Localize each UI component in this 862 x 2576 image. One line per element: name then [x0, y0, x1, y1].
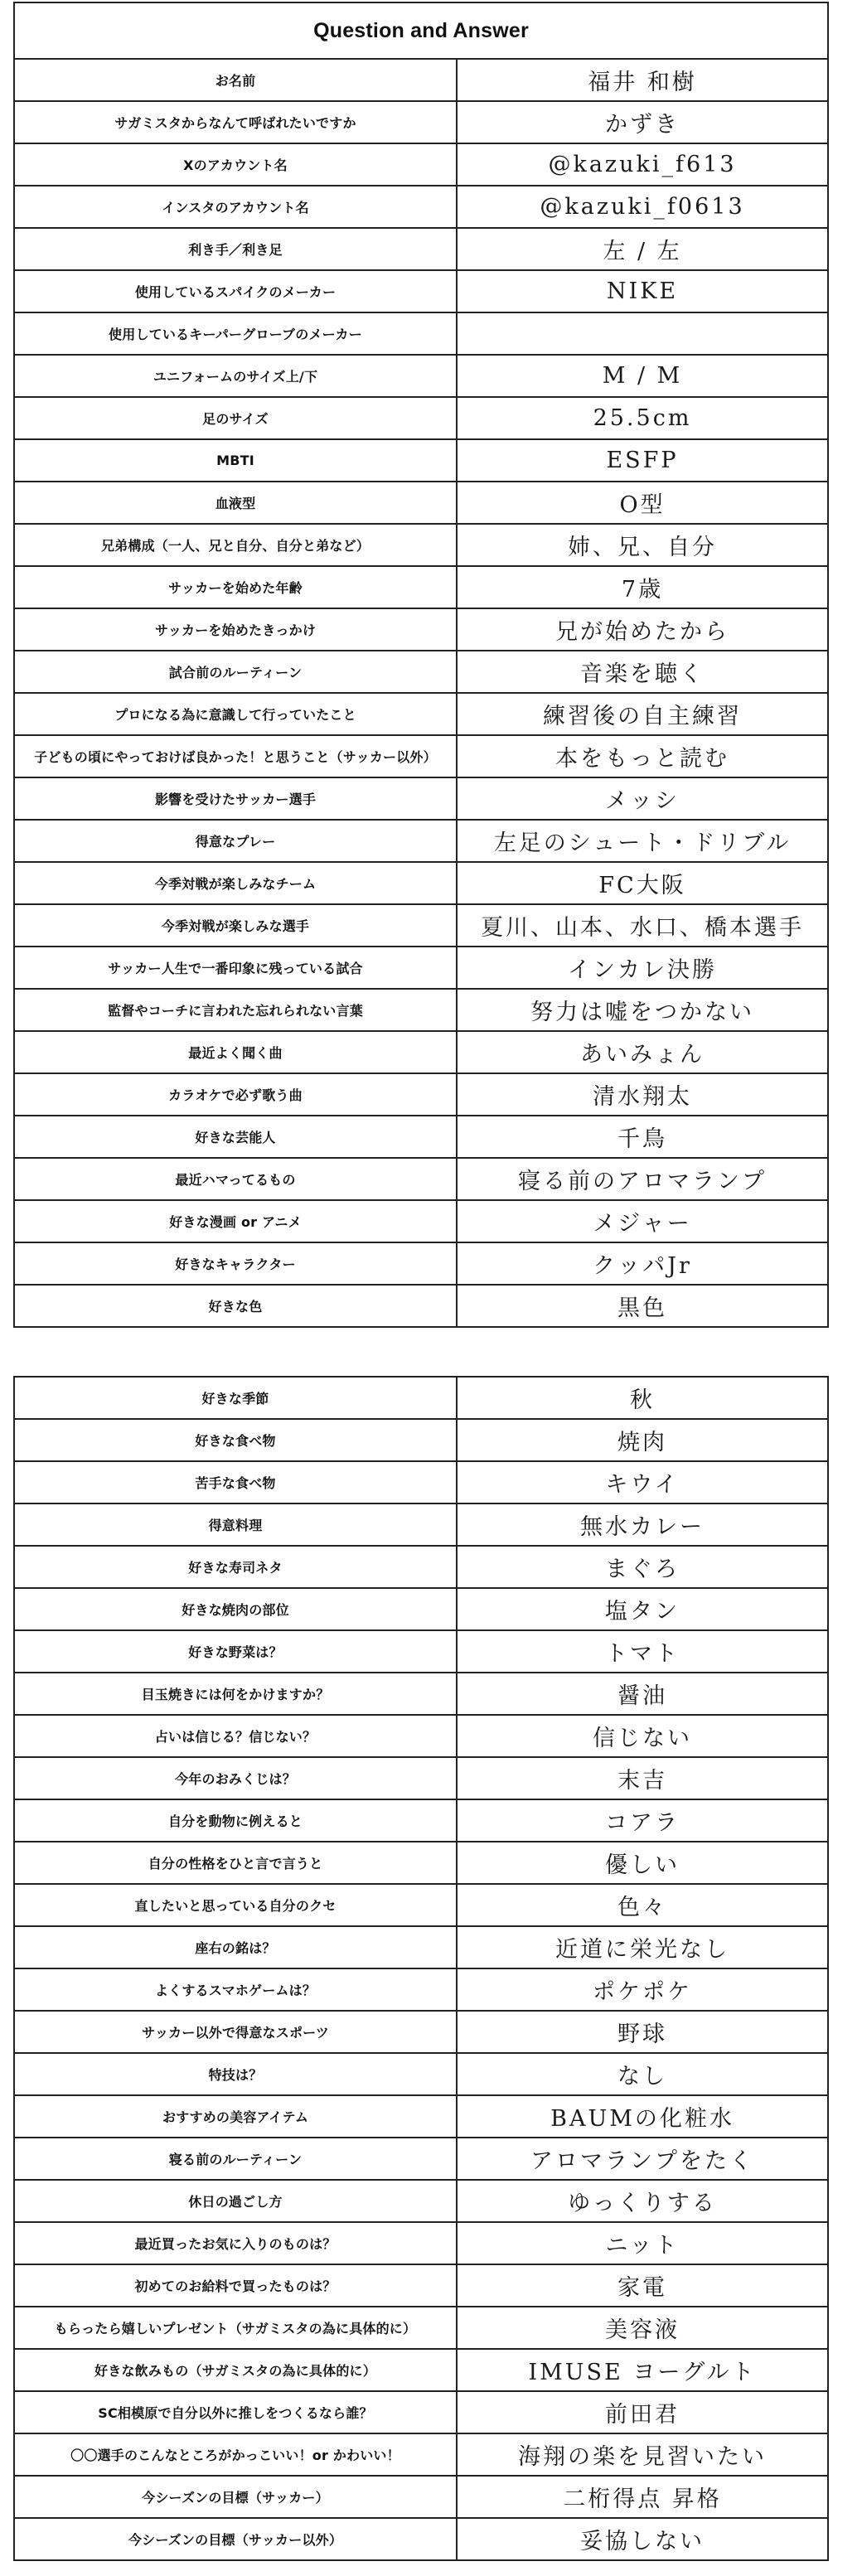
- question-cell: 兄弟構成（一人、兄と自分、自分と弟など）: [14, 524, 457, 566]
- sheet-title: Question and Answer: [14, 2, 828, 59]
- qa-row: [14, 1546, 828, 1588]
- question-cell: ユニフォームのサイズ上/下: [14, 355, 457, 397]
- qa-row: [14, 651, 828, 693]
- question-cell: 占いは信じる？信じない？: [14, 1715, 457, 1757]
- question-cell: 監督やコーチに言われた忘れられない言葉: [14, 989, 457, 1031]
- question-cell: 使用しているスパイクのメーカー: [14, 270, 457, 312]
- answer-cell: ポケポケ: [457, 1968, 828, 2011]
- answer-cell: 秋: [457, 1377, 828, 1419]
- question-cell: 好きな野菜は？: [14, 1630, 457, 1673]
- qa-row: [14, 1503, 828, 1546]
- qa-row: [14, 1673, 828, 1715]
- question-cell: 目玉焼きには何をかけますか？: [14, 1673, 457, 1715]
- qa-row: [14, 735, 828, 777]
- question-cell: 好きな焼肉の部位: [14, 1588, 457, 1630]
- question-cell: 影響を受けたサッカー選手: [14, 777, 457, 820]
- question-cell: 試合前のルーティーン: [14, 651, 457, 693]
- question-cell: 今季対戦が楽しみなチーム: [14, 862, 457, 904]
- qa-row: [14, 904, 828, 947]
- question-cell: 好きな食べ物: [14, 1419, 457, 1461]
- qa-row: [14, 947, 828, 989]
- answer-cell: あいみょん: [457, 1031, 828, 1073]
- qa-row: [14, 1031, 828, 1073]
- qa-row: [14, 1884, 828, 1926]
- answer-cell: まぐろ: [457, 1546, 828, 1588]
- qa-row: [14, 2349, 828, 2391]
- question-cell: 好きな色: [14, 1285, 457, 1327]
- answer-cell: 無水カレー: [457, 1503, 828, 1546]
- answer-cell: 本をもっと読む: [457, 735, 828, 777]
- qa-row: [14, 2180, 828, 2222]
- answer-cell: かずき: [457, 101, 828, 143]
- answer-cell: M / M: [457, 355, 828, 397]
- qa-sheet-1: [13, 2, 829, 1328]
- answer-cell: クッパJr: [457, 1242, 828, 1285]
- question-cell: 最近買ったお気に入りのものは？: [14, 2222, 457, 2264]
- question-cell: 休日の過ごし方: [14, 2180, 457, 2222]
- answer-cell: 醤油: [457, 1673, 828, 1715]
- answer-cell: 前田君: [457, 2391, 828, 2433]
- question-cell: 今シーズンの目標（サッカー）: [14, 2476, 457, 2518]
- qa-row: [14, 566, 828, 608]
- question-cell: もらったら嬉しいプレゼント（サガミスタの為に具体的に）: [14, 2307, 457, 2349]
- qa-row: [14, 1419, 828, 1461]
- qa-row: [14, 2222, 828, 2264]
- answer-cell: 海翔の楽を見習いたい: [457, 2433, 828, 2476]
- qa-row: [14, 482, 828, 524]
- question-cell: 直したいと思っている自分のクセ: [14, 1884, 457, 1926]
- qa-row: [14, 2518, 828, 2560]
- question-cell: インスタのアカウント名: [14, 186, 457, 228]
- answer-cell: 妥協しない: [457, 2518, 828, 2560]
- question-cell: 好きな飲みもの（サガミスタの為に具体的に）: [14, 2349, 457, 2391]
- qa-row: [14, 608, 828, 651]
- question-cell: 初めてのお給料で買ったものは？: [14, 2264, 457, 2307]
- qa-row: [14, 1116, 828, 1158]
- question-cell: Xのアカウント名: [14, 143, 457, 186]
- qa-row: [14, 693, 828, 735]
- answer-cell: 美容液: [457, 2307, 828, 2349]
- answer-cell: 清水翔太: [457, 1073, 828, 1116]
- qa-row: [14, 1799, 828, 1842]
- qa-row: [14, 862, 828, 904]
- question-cell: 好きな漫画 or アニメ: [14, 1200, 457, 1242]
- answer-cell: 寝る前のアロマランプ: [457, 1158, 828, 1200]
- question-cell: サッカーを始めたきっかけ: [14, 608, 457, 651]
- answer-cell: 優しい: [457, 1842, 828, 1884]
- question-cell: お名前: [14, 59, 457, 101]
- qa-row: [14, 1242, 828, 1285]
- answer-cell: @kazuki_f613: [457, 143, 828, 186]
- question-cell: 特技は？: [14, 2053, 457, 2095]
- question-cell: 自分の性格をひと言で言うと: [14, 1842, 457, 1884]
- answer-cell: [457, 312, 828, 355]
- answer-cell: 千鳥: [457, 1116, 828, 1158]
- qa-row: [14, 397, 828, 439]
- answer-cell: キウイ: [457, 1461, 828, 1503]
- question-cell: 得意料理: [14, 1503, 457, 1546]
- qa-row: [14, 1377, 828, 1419]
- question-cell: 好きな季節: [14, 1377, 457, 1419]
- qa-row: [14, 777, 828, 820]
- question-cell: 座右の銘は？: [14, 1926, 457, 1968]
- qa-row: [14, 2433, 828, 2476]
- question-cell: SC相模原で自分以外に推しをつくるなら誰？: [14, 2391, 457, 2433]
- title-row: [14, 2, 828, 59]
- qa-row: [14, 2138, 828, 2180]
- answer-cell: 塩タン: [457, 1588, 828, 1630]
- answer-cell: 末吉: [457, 1757, 828, 1799]
- answer-cell: ゆっくりする: [457, 2180, 828, 2222]
- question-cell: サッカー以外で得意なスポーツ: [14, 2011, 457, 2053]
- qa-row: [14, 1200, 828, 1242]
- question-cell: 今年のおみくじは？: [14, 1757, 457, 1799]
- answer-cell: NIKE: [457, 270, 828, 312]
- qa-row: [14, 524, 828, 566]
- answer-cell: 二桁得点 昇格: [457, 2476, 828, 2518]
- qa-row: [14, 2307, 828, 2349]
- qa-row: [14, 1073, 828, 1116]
- qa-row: [14, 1926, 828, 1968]
- qa-row: [14, 101, 828, 143]
- qa-rows-1: [14, 59, 828, 1327]
- qa-row: [14, 1842, 828, 1884]
- question-cell: 好きなキャラクター: [14, 1242, 457, 1285]
- qa-row: [14, 1158, 828, 1200]
- answer-cell: 家電: [457, 2264, 828, 2307]
- question-cell: サガミスタからなんて呼ばれたいですか: [14, 101, 457, 143]
- qa-row: [14, 2011, 828, 2053]
- answer-cell: 信じない: [457, 1715, 828, 1757]
- answer-cell: 野球: [457, 2011, 828, 2053]
- answer-cell: O型: [457, 482, 828, 524]
- answer-cell: 努力は嘘をつかない: [457, 989, 828, 1031]
- qa-row: [14, 228, 828, 270]
- qa-row: [14, 312, 828, 355]
- qa-sheet-2: [13, 1376, 829, 2561]
- question-cell: 今シーズンの目標（サッカー以外）: [14, 2518, 457, 2560]
- qa-rows-2: [14, 1377, 828, 2560]
- answer-cell: 黒色: [457, 1285, 828, 1327]
- qa-row: [14, 355, 828, 397]
- answer-cell: アロマランプをたく: [457, 2138, 828, 2180]
- answer-cell: 7歳: [457, 566, 828, 608]
- question-cell: 今季対戦が楽しみな選手: [14, 904, 457, 947]
- question-cell: プロになる為に意識して行っていたこと: [14, 693, 457, 735]
- qa-row: [14, 186, 828, 228]
- answer-cell: 福井 和樹: [457, 59, 828, 101]
- qa-row: [14, 1461, 828, 1503]
- answer-cell: コアラ: [457, 1799, 828, 1842]
- answer-cell: メッシ: [457, 777, 828, 820]
- answer-cell: インカレ決勝: [457, 947, 828, 989]
- question-cell: サッカーを始めた年齢: [14, 566, 457, 608]
- answer-cell: メジャー: [457, 1200, 828, 1242]
- question-cell: カラオケで必ず歌う曲: [14, 1073, 457, 1116]
- qa-row: [14, 820, 828, 862]
- question-cell: 使用しているキーパーグローブのメーカー: [14, 312, 457, 355]
- answer-cell: 焼肉: [457, 1419, 828, 1461]
- answer-cell: ESFP: [457, 439, 828, 482]
- question-cell: 利き手／利き足: [14, 228, 457, 270]
- answer-cell: 左 / 左: [457, 228, 828, 270]
- question-cell: 苦手な食べ物: [14, 1461, 457, 1503]
- question-cell: 最近ハマってるもの: [14, 1158, 457, 1200]
- answer-cell: 音楽を聴く: [457, 651, 828, 693]
- question-cell: 寝る前のルーティーン: [14, 2138, 457, 2180]
- qa-row: [14, 2476, 828, 2518]
- question-cell: 得意なプレー: [14, 820, 457, 862]
- qa-row: [14, 1968, 828, 2011]
- qa-row: [14, 2264, 828, 2307]
- question-cell: 〇〇選手のこんなところがかっこいい！or かわいい！: [14, 2433, 457, 2476]
- qa-row: [14, 2095, 828, 2138]
- answer-cell: 兄が始めたから: [457, 608, 828, 651]
- question-cell: よくするスマホゲームは？: [14, 1968, 457, 2011]
- answer-cell: 色々: [457, 1884, 828, 1926]
- qa-row: [14, 1715, 828, 1757]
- qa-row: [14, 989, 828, 1031]
- qa-row: [14, 1757, 828, 1799]
- qa-row: [14, 2391, 828, 2433]
- answer-cell: 近道に栄光なし: [457, 1926, 828, 1968]
- question-cell: 好きな寿司ネタ: [14, 1546, 457, 1588]
- question-cell: おすすめの美容アイテム: [14, 2095, 457, 2138]
- answer-cell: ニット: [457, 2222, 828, 2264]
- question-cell: 足のサイズ: [14, 397, 457, 439]
- qa-row: [14, 59, 828, 101]
- qa-row: [14, 1588, 828, 1630]
- qa-row: [14, 2053, 828, 2095]
- qa-row: [14, 143, 828, 186]
- answer-cell: BAUMの化粧水: [457, 2095, 828, 2138]
- question-cell: サッカー人生で一番印象に残っている試合: [14, 947, 457, 989]
- qa-row: [14, 1285, 828, 1327]
- answer-cell: 25.5cm: [457, 397, 828, 439]
- question-cell: MBTI: [14, 439, 457, 482]
- answer-cell: なし: [457, 2053, 828, 2095]
- answer-cell: 姉、兄、自分: [457, 524, 828, 566]
- qa-row: [14, 439, 828, 482]
- question-cell: 子どもの頃にやっておけば良かった！と思うこと（サッカー以外）: [14, 735, 457, 777]
- answer-cell: IMUSE ヨーグルト: [457, 2349, 828, 2391]
- answer-cell: 夏川、山本、水口、橋本選手: [457, 904, 828, 947]
- qa-row: [14, 270, 828, 312]
- answer-cell: FC大阪: [457, 862, 828, 904]
- question-cell: 血液型: [14, 482, 457, 524]
- question-cell: 自分を動物に例えると: [14, 1799, 457, 1842]
- question-cell: 最近よく聞く曲: [14, 1031, 457, 1073]
- answer-cell: 左足のシュート・ドリブル: [457, 820, 828, 862]
- answer-cell: 練習後の自主練習: [457, 693, 828, 735]
- question-cell: 好きな芸能人: [14, 1116, 457, 1158]
- answer-cell: @kazuki_f0613: [457, 186, 828, 228]
- answer-cell: トマト: [457, 1630, 828, 1673]
- qa-row: [14, 1630, 828, 1673]
